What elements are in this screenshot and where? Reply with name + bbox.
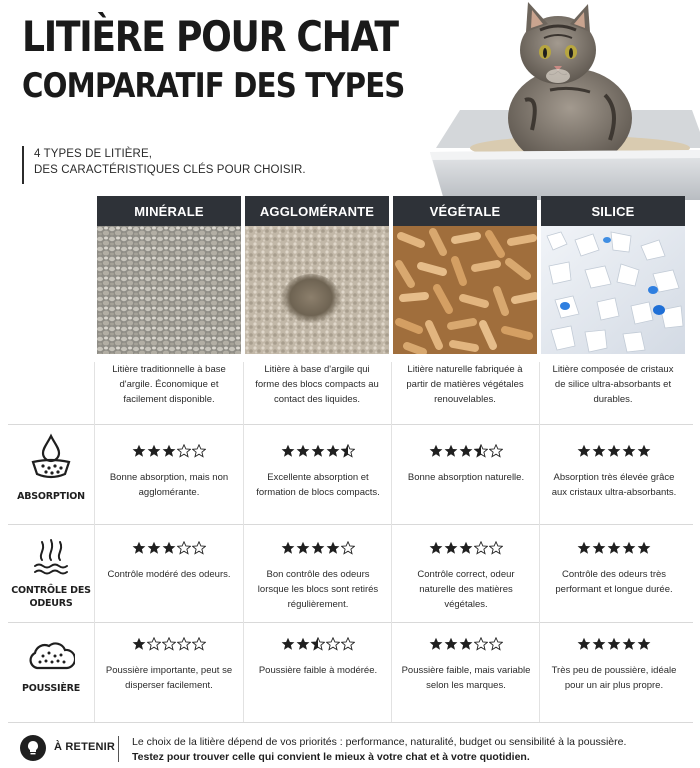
cell-poussiere-agglomerante bbox=[244, 637, 392, 678]
star-filled-icon bbox=[326, 541, 340, 555]
cell-absorption-agglomerante bbox=[244, 444, 392, 500]
star-empty-icon bbox=[474, 541, 488, 555]
cell-text: Absorption très élevée grâce aux cristaux ultra-absorbants. bbox=[551, 472, 677, 498]
star-empty-icon bbox=[177, 541, 191, 555]
cell-text: Contrôle des odeurs très performant et longue durée. bbox=[555, 569, 673, 595]
star-filled-icon bbox=[577, 637, 591, 651]
star-filled-icon bbox=[311, 444, 325, 458]
cell-odeurs-vegetale bbox=[392, 541, 540, 612]
star-filled-icon bbox=[296, 541, 310, 555]
cell-poussiere-vegetale bbox=[392, 637, 540, 693]
star-filled-icon bbox=[162, 444, 176, 458]
star-empty-icon bbox=[474, 637, 488, 651]
star-rating bbox=[577, 444, 651, 460]
cell-text: Contrôle correct, odeur naturelle des matières végétales. bbox=[417, 569, 515, 610]
star-empty-icon bbox=[177, 637, 191, 651]
cell-text: Contrôle modéré des odeurs. bbox=[107, 569, 231, 580]
row-label-absorption bbox=[8, 432, 94, 503]
silice-litter-photo bbox=[541, 226, 685, 354]
dust-cloud-icon bbox=[27, 638, 75, 674]
star-filled-icon bbox=[592, 444, 606, 458]
star-rating bbox=[281, 541, 355, 557]
minerale-litter-photo bbox=[97, 226, 241, 354]
footer-line-1: Le choix de la litière dépend de vos priorités : performance, naturalité, budget ou sensibilité à la poussière. bbox=[132, 736, 627, 748]
cell-text: Bonne absorption, mais non agglomérante. bbox=[109, 472, 229, 498]
column-header-vegetale: VÉGÉTALE bbox=[393, 196, 537, 226]
intro-line-2: DES CARACTÉRISTIQUES CLÉS POUR CHOISIR. bbox=[34, 164, 306, 176]
cell-poussiere-silice bbox=[540, 637, 688, 693]
row-label-odeurs bbox=[8, 534, 94, 610]
star-filled-icon bbox=[622, 541, 636, 555]
cell-odeurs-agglomerante bbox=[244, 541, 392, 612]
star-empty-icon bbox=[326, 637, 340, 651]
star-empty-icon bbox=[489, 637, 503, 651]
odeurs-label: CONTRÔLE DES ODEURS bbox=[11, 585, 91, 609]
footer-text bbox=[132, 735, 626, 765]
retenir-label: À RETENIR bbox=[54, 741, 116, 753]
star-filled-icon bbox=[607, 637, 621, 651]
intro-text bbox=[22, 146, 306, 184]
cell-text: Poussière importante, peut se disperser facilement. bbox=[105, 665, 233, 691]
star-empty-icon bbox=[341, 541, 355, 555]
row-divider bbox=[8, 622, 693, 623]
star-rating bbox=[281, 637, 355, 653]
star-empty-icon bbox=[489, 444, 503, 458]
star-filled-icon bbox=[429, 637, 443, 651]
page-title: LITIÈRE POUR CHAT bbox=[22, 12, 398, 61]
star-empty-icon bbox=[147, 637, 161, 651]
star-rating bbox=[132, 541, 206, 557]
cell-poussiere-minerale bbox=[95, 637, 243, 693]
star-filled-icon bbox=[622, 444, 636, 458]
row-divider bbox=[8, 524, 693, 525]
star-empty-icon bbox=[489, 541, 503, 555]
star-filled-icon bbox=[592, 541, 606, 555]
column-header-silice: SILICE bbox=[541, 196, 685, 226]
water-drop-bowl-icon bbox=[27, 432, 75, 484]
column-header-agglomerante: AGGLOMÉRANTE bbox=[245, 196, 389, 226]
cat-litter-box-photo bbox=[430, 0, 700, 200]
star-rating bbox=[429, 541, 503, 557]
star-filled-icon bbox=[459, 541, 473, 555]
star-filled-icon bbox=[296, 444, 310, 458]
cell-text: Bon contrôle des odeurs lorsque les blocs sont retirés régulièrement. bbox=[257, 569, 379, 610]
star-filled-icon bbox=[444, 444, 458, 458]
cell-absorption-vegetale bbox=[392, 444, 540, 485]
star-filled-icon bbox=[281, 541, 295, 555]
agglomerante-litter-photo bbox=[245, 226, 389, 354]
cell-text: Excellente absorption et formation de blocs compacts. bbox=[256, 472, 380, 498]
odor-waves-icon bbox=[31, 534, 71, 580]
minerale-description: Litière traditionnelle à base d'argile. Économique et facilement disponible. bbox=[112, 364, 226, 405]
absorption-label: ABSORPTION bbox=[17, 491, 85, 502]
star-filled-icon bbox=[622, 637, 636, 651]
star-rating bbox=[132, 637, 206, 653]
lightbulb-icon bbox=[20, 735, 46, 761]
intro-line-1: 4 TYPES DE LITIÈRE, bbox=[34, 148, 153, 160]
star-filled-icon bbox=[281, 444, 295, 458]
star-filled-icon bbox=[429, 541, 443, 555]
star-empty-icon bbox=[341, 637, 355, 651]
star-empty-icon bbox=[192, 541, 206, 555]
poussiere-label: POUSSIÈRE bbox=[21, 683, 81, 694]
star-rating bbox=[577, 637, 651, 653]
star-rating bbox=[429, 444, 503, 460]
footer-divider bbox=[8, 722, 693, 723]
cell-odeurs-minerale bbox=[95, 541, 243, 582]
star-half-icon bbox=[341, 444, 355, 458]
star-filled-icon bbox=[326, 444, 340, 458]
star-filled-icon bbox=[147, 444, 161, 458]
star-empty-icon bbox=[162, 637, 176, 651]
star-rating bbox=[429, 637, 503, 653]
star-filled-icon bbox=[444, 541, 458, 555]
star-filled-icon bbox=[459, 637, 473, 651]
cell-absorption-silice bbox=[540, 444, 688, 500]
star-filled-icon bbox=[577, 541, 591, 555]
star-filled-icon bbox=[296, 637, 310, 651]
star-empty-icon bbox=[177, 444, 191, 458]
cell-text: Poussière faible, mais variable selon les marques. bbox=[401, 665, 531, 691]
star-rating bbox=[281, 444, 355, 460]
cell-text: Poussière faible à modérée. bbox=[258, 665, 378, 676]
star-filled-icon bbox=[607, 444, 621, 458]
star-filled-icon bbox=[592, 637, 606, 651]
star-filled-icon bbox=[281, 637, 295, 651]
cell-text: Très peu de poussière, idéale pour un air plus propre. bbox=[551, 665, 677, 691]
star-filled-icon bbox=[637, 541, 651, 555]
column-header-minerale: MINÉRALE bbox=[97, 196, 241, 226]
star-filled-icon bbox=[132, 541, 146, 555]
star-filled-icon bbox=[577, 444, 591, 458]
vegetale-description: Litière naturelle fabriquée à partir de matières végétales renouvelables. bbox=[406, 364, 524, 405]
star-filled-icon bbox=[162, 541, 176, 555]
footer-line-2: Testez pour trouver celle qui convient le mieux à votre chat et à votre quotidien. bbox=[132, 751, 530, 763]
agglomerante-description: Litière à base d'argile qui forme des blocs compacts au contact des liquides. bbox=[255, 364, 379, 405]
star-filled-icon bbox=[607, 541, 621, 555]
star-filled-icon bbox=[637, 637, 651, 651]
row-label-poussiere bbox=[8, 638, 94, 695]
star-rating bbox=[132, 444, 206, 460]
star-half-icon bbox=[474, 444, 488, 458]
star-filled-icon bbox=[311, 541, 325, 555]
star-filled-icon bbox=[637, 444, 651, 458]
silice-description: Litière composée de cristaux de silice ultra-absorbants et durables. bbox=[552, 364, 674, 405]
star-filled-icon bbox=[132, 444, 146, 458]
star-filled-icon bbox=[132, 637, 146, 651]
star-empty-icon bbox=[192, 444, 206, 458]
star-empty-icon bbox=[192, 637, 206, 651]
star-rating bbox=[577, 541, 651, 557]
star-filled-icon bbox=[444, 637, 458, 651]
cell-absorption-minerale bbox=[95, 444, 243, 500]
footer-separator bbox=[118, 736, 119, 762]
star-half-icon bbox=[311, 637, 325, 651]
cell-odeurs-silice bbox=[540, 541, 688, 597]
row-divider bbox=[8, 424, 693, 425]
cell-text: Bonne absorption naturelle. bbox=[407, 472, 525, 483]
vegetale-litter-photo bbox=[393, 226, 537, 354]
star-filled-icon bbox=[147, 541, 161, 555]
page-subtitle: COMPARATIF DES TYPES bbox=[22, 66, 405, 106]
star-filled-icon bbox=[429, 444, 443, 458]
star-filled-icon bbox=[459, 444, 473, 458]
